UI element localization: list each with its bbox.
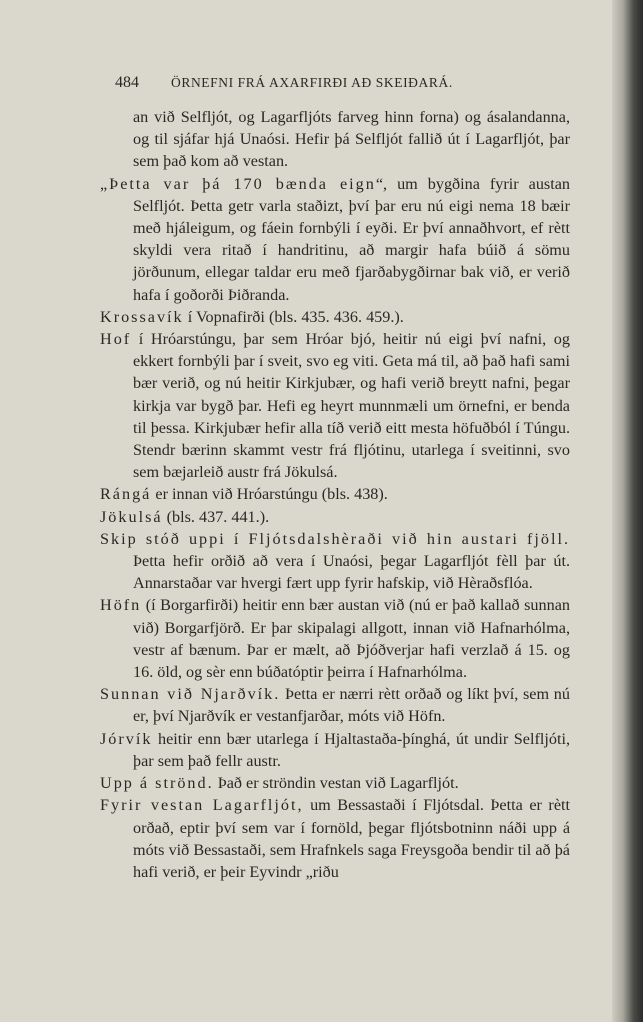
entry-text: er innan við Hróarstúngu (bls. 438). [151, 485, 388, 504]
entry-heading: Jökulsá [100, 507, 163, 526]
entry-heading: Skip stóð uppi í Fljótsdalshèraði við hin austari fjöll. [100, 529, 570, 548]
entry [100, 528, 570, 595]
entry [100, 728, 570, 772]
entry-heading: Fyrir vestan Lagarfljót, [100, 796, 304, 815]
entry-heading: „Þetta var þá 170 bænda eign [100, 174, 376, 193]
entry [100, 483, 570, 505]
entry-text: Þetta er nærri rètt orðað og líkt því, sem nú er, því Njarðvík er vestanfjarðar, móts við Höfn. [133, 685, 570, 726]
entry-continuation [100, 106, 570, 173]
entry-heading: Sunnan við Njarðvík. [100, 685, 281, 704]
entry-heading: Hof [100, 330, 132, 349]
entry-text: an við Selfljót, og Lagarfljóts farveg hinn forna) og ásalandanna, og til sjáfar hjá Unaósi. Hefir þá Selfljót fallið út í Lagarfljót, þar sem það kom að vestan. [133, 108, 570, 171]
entry-text: “, um bygðina fyrir austan Selfljót. Þetta getr varla staðizt, því þar eru nú eigi nema 18 bæir með hjáleigum, og fáein fornbýli í eyði. Er því annaðhvort, ef rètt skyldi vera ritað í handritinu, að margir hafa búið á sömu jörðunum, ellegar taldar eru með fjarðabygðirnar bak við, er verið hafa í goðorði Þiðranda. [133, 174, 570, 304]
book-gutter-shadow [612, 0, 643, 1022]
entry-heading: Höfn [100, 596, 142, 615]
entry-text: heitir enn bær utarlega í Hjaltastaða-þínghá, út undir Selfljóti, þar sem það fellr austr. [133, 729, 570, 770]
entry [100, 328, 570, 483]
entry-heading: Upp á strönd. [100, 774, 214, 793]
entry-text: í Vopnafirði (bls. 435. 436. 459.). [183, 307, 404, 326]
entry-heading: Rángá [100, 485, 152, 504]
page-number: 484 [115, 74, 139, 91]
entry [100, 594, 570, 683]
entry-text: Þetta hefir orðið að vera í Unaósi, þegar Lagarfljót fèll þar út. Annarstaðar var hvergi fært upp fyrir hafskip, við Hèraðsflóa. [133, 552, 570, 593]
entry-text: í Hróarstúngu, þar sem Hróar bjó, heitir nú eigi því nafni, og ekkert fornbýli þar í sveit, svo eg viti. Geta má til, að það hafi sami bær verið, og nú heitir Kirkjubær, og hafi verið breytt nafni, þegar kirkja var bygð þar. Hefi eg heyrt munnmæli um örnefni, er benda til þessa. Kirkjubær hefir alla tíð verið eitt mesta höfuðból í Túngu. Stendr bærinn skammt vestr frá fljótinu, utarlega í sveitinni, svo sem bæjarleið austr frá Jökulsá. [131, 330, 570, 482]
body-text [100, 106, 570, 883]
entry-heading: Jórvík [100, 729, 153, 748]
entry-text: Það er ströndin vestan við Lagarfljót. [213, 774, 459, 793]
entry [100, 794, 570, 883]
page-header [115, 74, 615, 98]
entry [100, 683, 570, 727]
entry [100, 173, 570, 306]
entry [100, 506, 570, 528]
entry [100, 772, 570, 794]
entry-text: um Bessastaði í Fljótsdal. Þetta er rètt orðað, eptir því sem var í fornöld, þegar fljótsbotninn náði upp á móts við Bessastaði, sem Hrafnkels saga Freysgoða bendir til að þá hafi verið, er þeir Eyvindr „riðu [133, 796, 571, 881]
running-title: ÖRNEFNI FRÁ AXARFIRÐI AÐ SKEIÐARÁ. [171, 75, 453, 90]
entry [100, 306, 570, 328]
entry-text: (í Borgarfirði) heitir enn bær austan við (nú er það kallað sunnan við) Borgarfjörð. Er þar skipalagi allgott, innan við Hafnarhólma, vestr af bænum. Þar er mælt, að Þjóðverjar hafi verzlað á 15. og 16. öld, og sèr enn búðatóptir þeirra í Hafnarhólma. [133, 596, 570, 682]
entry-text: (bls. 437. 441.). [162, 507, 270, 526]
entry-heading: Krossavík [100, 307, 184, 326]
